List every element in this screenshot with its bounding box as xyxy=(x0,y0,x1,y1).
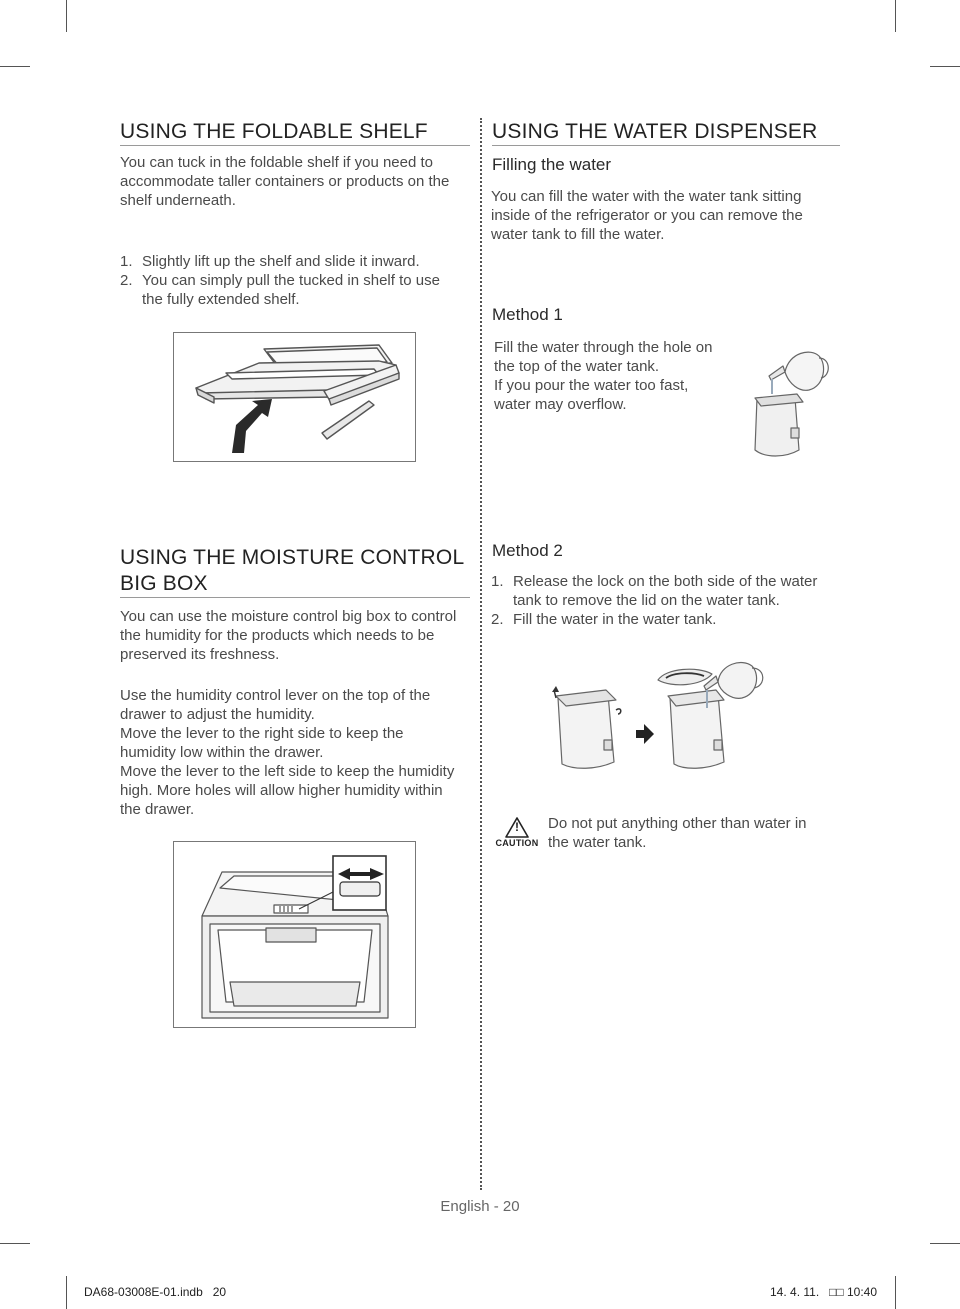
print-date: 14. 4. 11. □□ 10:40 xyxy=(770,1285,878,1299)
moisture-control-intro: You can use the moisture control big box to control the humidity for the products which needs to be preserved its freshness. xyxy=(120,608,457,663)
arrow-right-icon xyxy=(636,724,654,744)
method-1-text: Fill the water through the hole on the top of the water tank. If you pour the water too fast, water may overflow. xyxy=(494,339,713,413)
title-rule xyxy=(120,145,470,146)
method-1-label: Method 1 xyxy=(492,305,563,324)
crop-mark xyxy=(930,66,960,67)
method-2-steps xyxy=(491,572,846,629)
list-item: 1. Slightly lift up the shelf and slide it inward. xyxy=(120,253,420,270)
list-item: 2. Fill the water in the water tank. xyxy=(491,611,717,628)
method-2-label: Method 2 xyxy=(492,541,563,560)
title-rule xyxy=(120,597,470,598)
foldable-shelf-illustration xyxy=(173,332,416,462)
foldable-shelf-title: USING THE FOLDABLE SHELF xyxy=(120,120,428,143)
caution-badge: ! CAUTION xyxy=(493,816,541,856)
moisture-control-title: USING THE MOISTURE CONTROL BIG BOX xyxy=(120,546,465,595)
filling-water-subtitle: Filling the water xyxy=(492,155,612,174)
crop-mark xyxy=(895,0,896,32)
drawer-drawing xyxy=(174,842,415,1027)
shelf-drawing xyxy=(174,333,415,461)
caution-text: Do not put anything other than water in the water tank. xyxy=(548,815,807,851)
method-1-illustration xyxy=(745,342,835,464)
crop-mark xyxy=(930,1243,960,1244)
page-number: English - 20 xyxy=(440,1198,520,1215)
method-2-illustration xyxy=(548,652,784,780)
foldable-shelf-intro: You can tuck in the foldable shelf if you need to accommodate taller containers or products on the shelf underneath. xyxy=(120,154,450,209)
list-item: 1. Release the lock on the both side of the water tank to remove the lid on the water tank. xyxy=(491,573,818,609)
water-dispenser-intro: You can fill the water with the water tank sitting inside of the refrigerator or you can remove the water tank to fill the water. xyxy=(491,188,803,243)
list-item: 2. You can simply pull the tucked in shelf to use the fully extended shelf. xyxy=(120,272,440,308)
crop-mark xyxy=(66,1276,67,1309)
column-divider xyxy=(480,118,482,1190)
crop-mark xyxy=(0,1243,30,1244)
crop-mark xyxy=(895,1276,896,1309)
crop-mark xyxy=(0,66,30,67)
title-rule xyxy=(492,145,840,146)
file-name: DA68-03008E-01.indb 20 xyxy=(84,1285,227,1299)
water-dispenser-title: USING THE WATER DISPENSER xyxy=(492,120,818,143)
up-arrow-icon xyxy=(232,399,272,453)
moisture-control-body: Use the humidity control lever on the top of the drawer to adjust the humidity. Move the lever to the right side to keep the humidity low within the drawer. Move the lever to the left side to keep the humidity high. More holes will allow higher humidity within the drawer. xyxy=(120,687,455,818)
caution-label: CAUTION xyxy=(495,838,539,848)
crop-mark xyxy=(66,0,67,32)
foldable-shelf-steps xyxy=(120,252,475,309)
moisture-drawer-illustration xyxy=(173,841,416,1028)
